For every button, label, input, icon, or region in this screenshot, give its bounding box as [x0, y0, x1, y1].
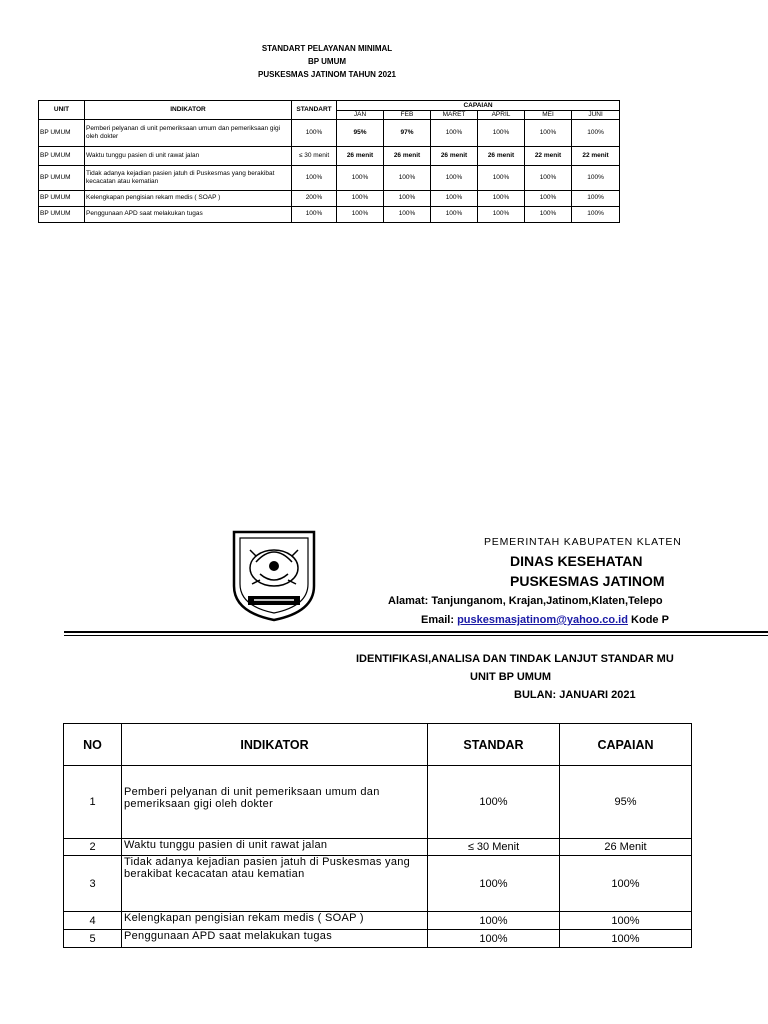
spm-standart-cell: 200%	[292, 190, 337, 206]
ident-header-no: NO	[64, 724, 122, 766]
spm-value-cell: 97%	[384, 119, 431, 146]
report-title-line-3: BULAN: JANUARI 2021	[514, 689, 636, 701]
letterhead-address: Alamat: Tanjunganom, Krajan,Jatinom,Klaten,Telepo	[388, 595, 663, 607]
spm-value-cell: 100%	[384, 165, 431, 190]
spm-month-mei: MEI	[525, 111, 572, 120]
spm-unit-cell: BP UMUM	[39, 206, 85, 222]
spm-header-capaian: CAPAIAN	[337, 101, 620, 111]
ident-row	[64, 839, 692, 856]
ident-header-row	[64, 724, 692, 766]
letterhead-dinas: DINAS KESEHATAN	[510, 553, 643, 569]
spm-value-cell: 100%	[478, 206, 525, 222]
spm-title-line-2: BP UMUM	[307, 57, 347, 66]
spm-value-cell: 26 menit	[431, 146, 478, 165]
ident-indikator-cell: Waktu tunggu pasien di unit rawat jalan	[122, 839, 428, 856]
report-title-line-2: UNIT BP UMUM	[470, 671, 552, 683]
ident-indikator-cell: Penggunaan APD saat melakukan tugas	[122, 930, 428, 948]
spm-row	[39, 146, 620, 165]
emblem-icon	[222, 526, 326, 624]
spm-value-cell: 100%	[525, 206, 572, 222]
spm-value-cell: 100%	[572, 190, 620, 206]
ident-capaian-cell: 95%	[560, 766, 692, 839]
ident-no-cell: 5	[64, 930, 122, 948]
ident-header-standar: STANDAR	[428, 724, 560, 766]
ident-header-capaian: CAPAIAN	[560, 724, 692, 766]
report-title-line-1: IDENTIFIKASI,ANALISA DAN TINDAK LANJUT STANDAR MU	[356, 653, 674, 665]
letterhead-rule-thick	[64, 631, 768, 633]
letterhead-rule-thin	[64, 635, 768, 636]
spm-value-cell: 100%	[478, 190, 525, 206]
spm-header-standart: STANDART	[292, 101, 337, 120]
ident-no-cell: 2	[64, 839, 122, 856]
spm-indikator-cell: Pemberi pelyanan di unit pemeriksaan umum dan pemeriksaan gigi oleh dokter	[85, 119, 292, 146]
spm-title	[0, 42, 654, 81]
postal-code-label: Kode P	[627, 614, 669, 626]
ident-no-cell: 1	[64, 766, 122, 839]
spm-row	[39, 165, 620, 190]
ident-header-indikator: INDIKATOR	[122, 724, 428, 766]
spm-standart-cell: 100%	[292, 206, 337, 222]
spm-indikator-cell: Penggunaan APD saat melakukan tugas	[85, 206, 292, 222]
spm-indikator-cell: Tidak adanya kejadian pasien jatuh di Puskesmas yang berakibat kecacatan atau kematian	[85, 165, 292, 190]
ident-standar-cell: ≤ 30 Menit	[428, 839, 560, 856]
spm-indikator-cell: Waktu tunggu pasien di unit rawat jalan	[85, 146, 292, 165]
ident-standar-cell: 100%	[428, 930, 560, 948]
spm-value-cell: 26 menit	[478, 146, 525, 165]
ident-row	[64, 766, 692, 839]
spm-month-juni: JUNI	[572, 111, 620, 120]
spm-value-cell: 100%	[478, 119, 525, 146]
spm-value-cell: 100%	[572, 206, 620, 222]
spm-value-cell: 100%	[384, 206, 431, 222]
spm-value-cell: 95%	[337, 119, 384, 146]
spm-indikator-cell: Kelengkapan pengisian rekam medis ( SOAP )	[85, 190, 292, 206]
ident-row	[64, 856, 692, 912]
klaten-emblem-logo	[222, 526, 326, 624]
spm-row	[39, 190, 620, 206]
spm-value-cell: 100%	[525, 119, 572, 146]
spm-value-cell: 100%	[525, 190, 572, 206]
ident-standar-cell: 100%	[428, 912, 560, 930]
ident-indikator-cell: Pemberi pelyanan di unit pemeriksaan umum dan pemeriksaan gigi oleh dokter	[122, 766, 428, 839]
spm-header-indikator: INDIKATOR	[85, 101, 292, 120]
email-label: Email:	[421, 614, 458, 626]
spm-title-line-1: STANDART PELAYANAN MINIMAL	[261, 44, 393, 53]
spm-row	[39, 206, 620, 222]
ident-no-cell: 4	[64, 912, 122, 930]
spm-value-cell: 100%	[572, 165, 620, 190]
spm-month-feb: FEB	[384, 111, 431, 120]
spm-value-cell: 22 menit	[525, 146, 572, 165]
spm-row	[39, 119, 620, 146]
spm-value-cell: 100%	[478, 165, 525, 190]
spm-unit-cell: BP UMUM	[39, 119, 85, 146]
ident-indikator-cell: Tidak adanya kejadian pasien jatuh di Puskesmas yang berakibat kecacatan atau kematian	[122, 856, 428, 912]
spm-value-cell: 100%	[525, 165, 572, 190]
identification-table	[63, 723, 692, 948]
spm-month-april: APRIL	[478, 111, 525, 120]
spm-standart-cell: 100%	[292, 165, 337, 190]
spm-unit-cell: BP UMUM	[39, 190, 85, 206]
letterhead-government: PEMERINTAH KABUPATEN KLATEN	[484, 536, 682, 548]
spm-value-cell: 26 menit	[384, 146, 431, 165]
spm-header-row	[39, 101, 620, 111]
spm-title-line-3: PUSKESMAS JATINOM TAHUN 2021	[258, 70, 396, 79]
spm-value-cell: 100%	[337, 206, 384, 222]
letterhead-puskesmas: PUSKESMAS JATINOM	[510, 573, 665, 589]
spm-value-cell: 100%	[431, 119, 478, 146]
spm-value-cell: 100%	[431, 165, 478, 190]
ident-standar-cell: 100%	[428, 766, 560, 839]
spm-unit-cell: BP UMUM	[39, 146, 85, 165]
spm-value-cell: 100%	[337, 190, 384, 206]
spm-unit-cell: BP UMUM	[39, 165, 85, 190]
ident-standar-cell: 100%	[428, 856, 560, 912]
ident-capaian-cell: 26 Menit	[560, 839, 692, 856]
spm-value-cell: 100%	[431, 190, 478, 206]
spm-month-jan: JAN	[337, 111, 384, 120]
spm-value-cell: 100%	[572, 119, 620, 146]
ident-row	[64, 930, 692, 948]
email-link[interactable]: puskesmasjatinom@yahoo.co.id	[457, 614, 628, 626]
ident-capaian-cell: 100%	[560, 912, 692, 930]
spm-value-cell: 22 menit	[572, 146, 620, 165]
spm-standart-cell: 100%	[292, 119, 337, 146]
ident-row	[64, 912, 692, 930]
spm-value-cell: 26 menit	[337, 146, 384, 165]
letterhead-email-line	[421, 614, 669, 626]
ident-indikator-cell: Kelengkapan pengisian rekam medis ( SOAP )	[122, 912, 428, 930]
spm-value-cell: 100%	[431, 206, 478, 222]
ident-capaian-cell: 100%	[560, 856, 692, 912]
spm-value-cell: 100%	[337, 165, 384, 190]
ident-capaian-cell: 100%	[560, 930, 692, 948]
ident-no-cell: 3	[64, 856, 122, 912]
spm-table	[38, 100, 620, 223]
spm-header-unit: UNIT	[39, 101, 85, 120]
spm-month-maret: MARET	[431, 111, 478, 120]
spm-value-cell: 100%	[384, 190, 431, 206]
spm-standart-cell: ≤ 30 menit	[292, 146, 337, 165]
